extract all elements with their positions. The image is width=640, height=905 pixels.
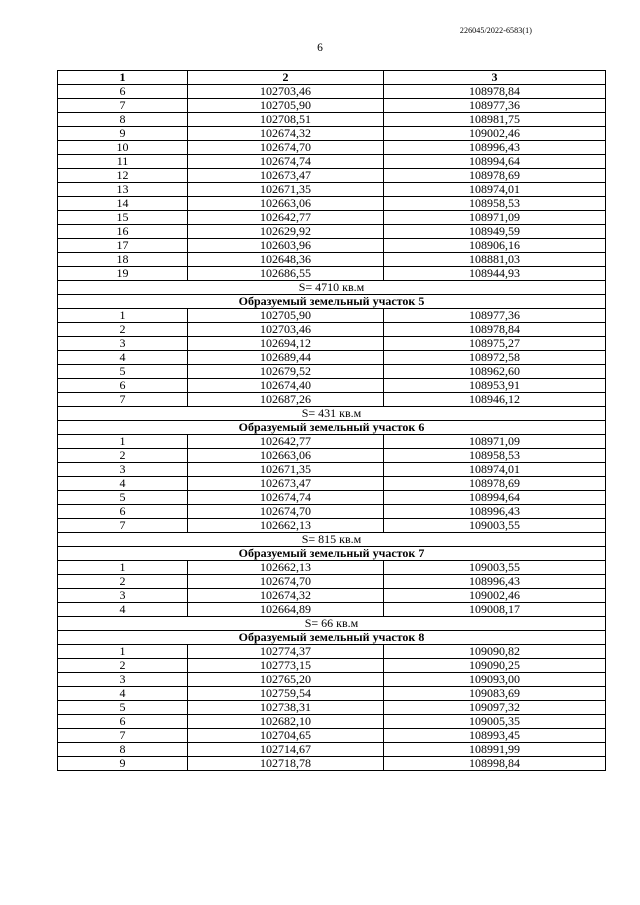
table-row bbox=[58, 589, 606, 603]
point-number-cell: 13 bbox=[58, 183, 188, 197]
y-coordinate-cell: 108998,84 bbox=[384, 757, 606, 771]
x-coordinate-cell: 102673,47 bbox=[188, 477, 384, 491]
x-coordinate-cell: 102703,46 bbox=[188, 323, 384, 337]
y-coordinate-cell: 109003,55 bbox=[384, 561, 606, 575]
x-coordinate-cell: 102705,90 bbox=[188, 99, 384, 113]
x-coordinate-cell: 102705,90 bbox=[188, 309, 384, 323]
x-coordinate-cell: 102674,70 bbox=[188, 141, 384, 155]
table-row bbox=[58, 505, 606, 519]
table-row bbox=[58, 687, 606, 701]
header-cell-x: 2 bbox=[188, 71, 384, 85]
section-title: Образуемый земельный участок 7 bbox=[58, 547, 606, 561]
x-coordinate-cell: 102703,46 bbox=[188, 85, 384, 99]
point-number-cell: 3 bbox=[58, 337, 188, 351]
point-number-cell: 18 bbox=[58, 253, 188, 267]
point-number-cell: 5 bbox=[58, 491, 188, 505]
x-coordinate-cell: 102648,36 bbox=[188, 253, 384, 267]
table-row bbox=[58, 757, 606, 771]
table-row bbox=[58, 729, 606, 743]
x-coordinate-cell: 102674,74 bbox=[188, 491, 384, 505]
table-row bbox=[58, 393, 606, 407]
point-number-cell: 3 bbox=[58, 463, 188, 477]
y-coordinate-cell: 109090,25 bbox=[384, 659, 606, 673]
x-coordinate-cell: 102682,10 bbox=[188, 715, 384, 729]
x-coordinate-cell: 102674,32 bbox=[188, 127, 384, 141]
table-row bbox=[58, 197, 606, 211]
y-coordinate-cell: 109003,55 bbox=[384, 519, 606, 533]
table-row bbox=[58, 561, 606, 575]
table-row bbox=[58, 211, 606, 225]
x-coordinate-cell: 102689,44 bbox=[188, 351, 384, 365]
table-row bbox=[58, 435, 606, 449]
area-value: S= 815 кв.м bbox=[58, 533, 606, 547]
area-row bbox=[58, 617, 606, 631]
y-coordinate-cell: 108978,84 bbox=[384, 323, 606, 337]
table-row bbox=[58, 519, 606, 533]
x-coordinate-cell: 102773,15 bbox=[188, 659, 384, 673]
y-coordinate-cell: 108996,43 bbox=[384, 141, 606, 155]
y-coordinate-cell: 108974,01 bbox=[384, 463, 606, 477]
point-number-cell: 15 bbox=[58, 211, 188, 225]
point-number-cell: 5 bbox=[58, 701, 188, 715]
x-coordinate-cell: 102708,51 bbox=[188, 113, 384, 127]
section-title-row bbox=[58, 295, 606, 309]
table-row bbox=[58, 701, 606, 715]
x-coordinate-cell: 102759,54 bbox=[188, 687, 384, 701]
point-number-cell: 1 bbox=[58, 561, 188, 575]
table-row bbox=[58, 183, 606, 197]
y-coordinate-cell: 109005,35 bbox=[384, 715, 606, 729]
y-coordinate-cell: 108994,64 bbox=[384, 491, 606, 505]
table-row bbox=[58, 491, 606, 505]
table-row bbox=[58, 253, 606, 267]
point-number-cell: 19 bbox=[58, 267, 188, 281]
x-coordinate-cell: 102663,06 bbox=[188, 449, 384, 463]
x-coordinate-cell: 102642,77 bbox=[188, 211, 384, 225]
y-coordinate-cell: 108978,84 bbox=[384, 85, 606, 99]
table-row bbox=[58, 365, 606, 379]
y-coordinate-cell: 108977,36 bbox=[384, 99, 606, 113]
section-title: Образуемый земельный участок 8 bbox=[58, 631, 606, 645]
section-title: Образуемый земельный участок 6 bbox=[58, 421, 606, 435]
y-coordinate-cell: 108977,36 bbox=[384, 309, 606, 323]
point-number-cell: 6 bbox=[58, 85, 188, 99]
table-row bbox=[58, 337, 606, 351]
table-row bbox=[58, 309, 606, 323]
y-coordinate-cell: 108944,93 bbox=[384, 267, 606, 281]
point-number-cell: 4 bbox=[58, 477, 188, 491]
point-number-cell: 11 bbox=[58, 155, 188, 169]
point-number-cell: 7 bbox=[58, 519, 188, 533]
point-number-cell: 4 bbox=[58, 603, 188, 617]
x-coordinate-cell: 102671,35 bbox=[188, 183, 384, 197]
table-row bbox=[58, 127, 606, 141]
coordinates-table-body bbox=[58, 71, 606, 771]
table-row bbox=[58, 477, 606, 491]
point-number-cell: 2 bbox=[58, 449, 188, 463]
y-coordinate-cell: 108962,60 bbox=[384, 365, 606, 379]
y-coordinate-cell: 108881,03 bbox=[384, 253, 606, 267]
point-number-cell: 5 bbox=[58, 365, 188, 379]
y-coordinate-cell: 109093,00 bbox=[384, 673, 606, 687]
x-coordinate-cell: 102662,13 bbox=[188, 519, 384, 533]
page-number: 6 bbox=[317, 42, 323, 54]
y-coordinate-cell: 108996,43 bbox=[384, 575, 606, 589]
point-number-cell: 6 bbox=[58, 379, 188, 393]
x-coordinate-cell: 102714,67 bbox=[188, 743, 384, 757]
point-number-cell: 2 bbox=[58, 323, 188, 337]
x-coordinate-cell: 102694,12 bbox=[188, 337, 384, 351]
point-number-cell: 1 bbox=[58, 309, 188, 323]
section-title-row bbox=[58, 547, 606, 561]
y-coordinate-cell: 108996,43 bbox=[384, 505, 606, 519]
table-row bbox=[58, 463, 606, 477]
table-row bbox=[58, 323, 606, 337]
table-row bbox=[58, 169, 606, 183]
x-coordinate-cell: 102704,65 bbox=[188, 729, 384, 743]
point-number-cell: 3 bbox=[58, 589, 188, 603]
point-number-cell: 9 bbox=[58, 127, 188, 141]
table-row bbox=[58, 673, 606, 687]
header-cell-point: 1 bbox=[58, 71, 188, 85]
point-number-cell: 16 bbox=[58, 225, 188, 239]
y-coordinate-cell: 108946,12 bbox=[384, 393, 606, 407]
table-row bbox=[58, 351, 606, 365]
area-value: S= 66 кв.м bbox=[58, 617, 606, 631]
y-coordinate-cell: 108993,45 bbox=[384, 729, 606, 743]
y-coordinate-cell: 109090,82 bbox=[384, 645, 606, 659]
x-coordinate-cell: 102663,06 bbox=[188, 197, 384, 211]
x-coordinate-cell: 102718,78 bbox=[188, 757, 384, 771]
y-coordinate-cell: 108974,01 bbox=[384, 183, 606, 197]
y-coordinate-cell: 108972,58 bbox=[384, 351, 606, 365]
point-number-cell: 7 bbox=[58, 729, 188, 743]
x-coordinate-cell: 102687,26 bbox=[188, 393, 384, 407]
point-number-cell: 4 bbox=[58, 351, 188, 365]
x-coordinate-cell: 102674,70 bbox=[188, 575, 384, 589]
table-row bbox=[58, 239, 606, 253]
x-coordinate-cell: 102674,74 bbox=[188, 155, 384, 169]
x-coordinate-cell: 102686,55 bbox=[188, 267, 384, 281]
table-row bbox=[58, 603, 606, 617]
table-row bbox=[58, 379, 606, 393]
table-row bbox=[58, 575, 606, 589]
table-row bbox=[58, 715, 606, 729]
table-row bbox=[58, 449, 606, 463]
y-coordinate-cell: 109002,46 bbox=[384, 127, 606, 141]
section-title-row bbox=[58, 421, 606, 435]
y-coordinate-cell: 108971,09 bbox=[384, 435, 606, 449]
point-number-cell: 12 bbox=[58, 169, 188, 183]
point-number-cell: 1 bbox=[58, 435, 188, 449]
header-row bbox=[58, 71, 606, 85]
document-number: 226045/2022-6583(1) bbox=[459, 26, 532, 35]
point-number-cell: 9 bbox=[58, 757, 188, 771]
point-number-cell: 8 bbox=[58, 113, 188, 127]
x-coordinate-cell: 102674,32 bbox=[188, 589, 384, 603]
y-coordinate-cell: 108971,09 bbox=[384, 211, 606, 225]
x-coordinate-cell: 102629,92 bbox=[188, 225, 384, 239]
x-coordinate-cell: 102662,13 bbox=[188, 561, 384, 575]
table-row bbox=[58, 645, 606, 659]
y-coordinate-cell: 108953,91 bbox=[384, 379, 606, 393]
y-coordinate-cell: 108981,75 bbox=[384, 113, 606, 127]
header-cell-y: 3 bbox=[384, 71, 606, 85]
x-coordinate-cell: 102674,70 bbox=[188, 505, 384, 519]
area-value: S= 431 кв.м bbox=[58, 407, 606, 421]
x-coordinate-cell: 102671,35 bbox=[188, 463, 384, 477]
point-number-cell: 8 bbox=[58, 743, 188, 757]
x-coordinate-cell: 102603,96 bbox=[188, 239, 384, 253]
x-coordinate-cell: 102664,89 bbox=[188, 603, 384, 617]
point-number-cell: 2 bbox=[58, 575, 188, 589]
table-row bbox=[58, 743, 606, 757]
y-coordinate-cell: 109083,69 bbox=[384, 687, 606, 701]
area-value: S= 4710 кв.м bbox=[58, 281, 606, 295]
table-row bbox=[58, 225, 606, 239]
table-row bbox=[58, 267, 606, 281]
x-coordinate-cell: 102738,31 bbox=[188, 701, 384, 715]
coordinates-table bbox=[57, 70, 606, 771]
point-number-cell: 4 bbox=[58, 687, 188, 701]
table-row bbox=[58, 113, 606, 127]
y-coordinate-cell: 108958,53 bbox=[384, 197, 606, 211]
table-row bbox=[58, 141, 606, 155]
point-number-cell: 6 bbox=[58, 505, 188, 519]
y-coordinate-cell: 108906,16 bbox=[384, 239, 606, 253]
x-coordinate-cell: 102674,40 bbox=[188, 379, 384, 393]
point-number-cell: 10 bbox=[58, 141, 188, 155]
point-number-cell: 2 bbox=[58, 659, 188, 673]
section-title-row bbox=[58, 631, 606, 645]
x-coordinate-cell: 102679,52 bbox=[188, 365, 384, 379]
point-number-cell: 1 bbox=[58, 645, 188, 659]
point-number-cell: 14 bbox=[58, 197, 188, 211]
y-coordinate-cell: 108958,53 bbox=[384, 449, 606, 463]
section-title: Образуемый земельный участок 5 bbox=[58, 295, 606, 309]
area-row bbox=[58, 281, 606, 295]
table-row bbox=[58, 99, 606, 113]
x-coordinate-cell: 102774,37 bbox=[188, 645, 384, 659]
y-coordinate-cell: 108975,27 bbox=[384, 337, 606, 351]
y-coordinate-cell: 108978,69 bbox=[384, 169, 606, 183]
point-number-cell: 6 bbox=[58, 715, 188, 729]
point-number-cell: 17 bbox=[58, 239, 188, 253]
x-coordinate-cell: 102765,20 bbox=[188, 673, 384, 687]
point-number-cell: 3 bbox=[58, 673, 188, 687]
y-coordinate-cell: 108994,64 bbox=[384, 155, 606, 169]
point-number-cell: 7 bbox=[58, 99, 188, 113]
x-coordinate-cell: 102642,77 bbox=[188, 435, 384, 449]
table-row bbox=[58, 155, 606, 169]
table-row bbox=[58, 659, 606, 673]
y-coordinate-cell: 109008,17 bbox=[384, 603, 606, 617]
area-row bbox=[58, 407, 606, 421]
x-coordinate-cell: 102673,47 bbox=[188, 169, 384, 183]
y-coordinate-cell: 108949,59 bbox=[384, 225, 606, 239]
y-coordinate-cell: 109002,46 bbox=[384, 589, 606, 603]
area-row bbox=[58, 533, 606, 547]
table-row bbox=[58, 85, 606, 99]
y-coordinate-cell: 108991,99 bbox=[384, 743, 606, 757]
y-coordinate-cell: 108978,69 bbox=[384, 477, 606, 491]
point-number-cell: 7 bbox=[58, 393, 188, 407]
y-coordinate-cell: 109097,32 bbox=[384, 701, 606, 715]
